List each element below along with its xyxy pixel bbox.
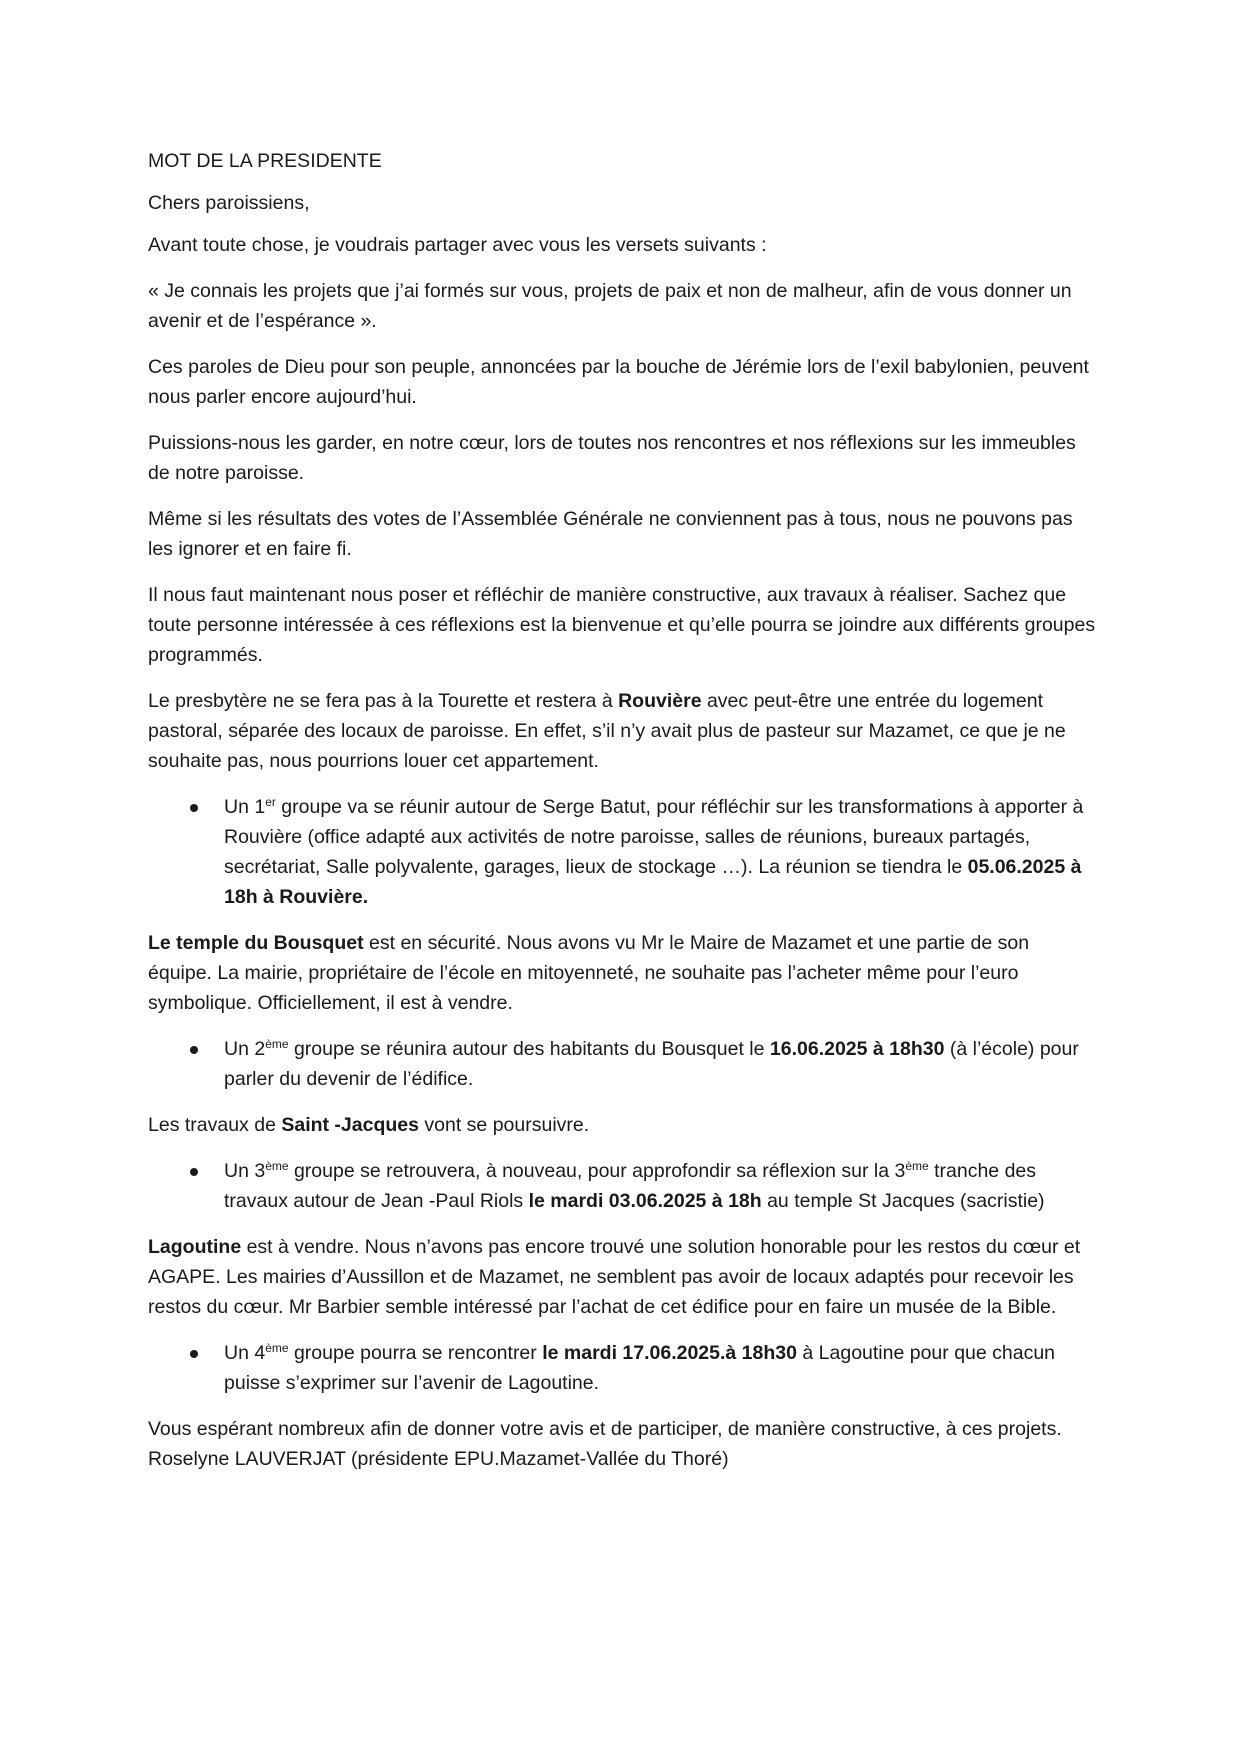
verse-quote: « Je connais les projets que j’ai formés sur vous, projets de paix et non de malheur, afin de vous donner un avenir et de l’espérance ».: [148, 280, 1072, 332]
greeting: Chers paroissiens,: [148, 192, 310, 214]
bullet2-bold: 16.06.2025 à 18h30: [769, 1038, 945, 1060]
bullet2-pre: Un 2: [224, 1038, 266, 1060]
bullet-list-4: [148, 1338, 1098, 1398]
document-page: [148, 146, 1098, 1490]
list-item: [148, 1338, 1098, 1398]
presbytere-bold: Rouvière: [618, 690, 702, 712]
bullet2-post: (à l’école) pour parler du devenir de l’édifice.: [224, 1038, 1079, 1090]
stjacques-bold: Saint -Jacques: [281, 1114, 419, 1136]
bousquet-bold: Le temple du Bousquet: [148, 932, 364, 954]
bullet3-sup2: ème: [905, 1159, 929, 1173]
bousquet-text: est en sécurité. Nous avons vu Mr le Maire de Mazamet et une partie de son équipe. La mairie, propriétaire de l’école en mitoyenneté, ne souhaite pas l’acheter même pour l’euro symbolique. Officiellement, il est à vendre.: [148, 932, 1030, 1014]
bullet3-post: au temple St Jacques (sacristie): [761, 1190, 1045, 1212]
bullet3-pre: Un 3: [224, 1160, 266, 1182]
bullet1-sup: er: [265, 795, 276, 809]
bullet-icon: [190, 1046, 198, 1054]
bullet-list-3: [148, 1156, 1098, 1216]
lagoutine-bold: Lagoutine: [148, 1236, 242, 1258]
bullet2-sup: ème: [265, 1037, 289, 1051]
bullet-list-2: [148, 1034, 1098, 1094]
bullet1-text: groupe va se réunir autour de Serge Batut, pour réfléchir sur les transformations à apporter à Rouvière (office adapté aux activités de notre paroisse, salles de réunions, bureaux partagés, secrétariat, Salle polyvalente, garages, lieux de stockage …). La réunion se tiendra le: [224, 796, 1084, 878]
bullet1-bold: 05.06.2025 à 18h à Rouvière.: [224, 856, 1082, 908]
intro-paragraph: Avant toute chose, je voudrais partager avec vous les versets suivants :: [148, 234, 767, 256]
paragraph-stjacques: [148, 1110, 1098, 1140]
bullet4-post: à Lagoutine pour que chacun puisse s’exprimer sur l’avenir de Lagoutine.: [224, 1342, 1056, 1394]
paragraph-lagoutine: [148, 1232, 1098, 1322]
paragraph-meme: Même si les résultats des votes de l’Assemblée Générale ne conviennent pas à tous, nous ne pouvons pas les ignorer et en faire fi.: [148, 508, 1073, 560]
bullet3-text2: tranche des travaux autour de Jean -Paul Riols: [224, 1160, 1037, 1212]
bullet-icon: [190, 1350, 198, 1358]
bullet3-text: groupe se retrouvera, à nouveau, pour approfondir sa réflexion sur la 3: [288, 1160, 906, 1182]
bullet2-text: groupe se réunira autour des habitants du Bousquet le: [288, 1038, 770, 1060]
bullet3-sup: ème: [265, 1159, 289, 1173]
list-item: [148, 792, 1098, 912]
list-item: [148, 1156, 1098, 1216]
bullet4-text: groupe pourra se rencontrer: [288, 1342, 543, 1364]
presbytere-text-2: avec peut-être une entrée du logement pastoral, séparée des locaux de paroisse. En effet, s’il n’y avait plus de pasteur sur Mazamet, ce que je ne souhaite pas, nous pourrions louer cet appartement.: [148, 690, 1066, 772]
paragraph-paroles: Ces paroles de Dieu pour son peuple, annoncées par la bouche de Jérémie lors de l’exil babylonien, peuvent nous parler encore aujourd’hui.: [148, 356, 1089, 408]
paragraph-il-faut: Il nous faut maintenant nous poser et réfléchir de manière constructive, aux travaux à réaliser. Sachez que toute personne intéressée à ces réflexions est la bienvenue et qu’elle pourra se joindre aux différents groupes programmés.: [148, 584, 1096, 666]
presbytere-text-1: Le presbytère ne se fera pas à la Tourette et restera à: [148, 690, 619, 712]
stjacques-post: vont se poursuivre.: [418, 1114, 590, 1136]
paragraph-bousquet: [148, 928, 1098, 1018]
closing-paragraph: Vous espérant nombreux afin de donner votre avis et de participer, de manière constructive, à ces projets. Roselyne LAUVERJAT (présidente EPU.Mazamet-Vallée du Thoré): [148, 1418, 1062, 1470]
lagoutine-text: est à vendre. Nous n’avons pas encore trouvé une solution honorable pour les restos du cœur et AGAPE. Les mairies d’Aussillon et de Mazamet, ne semblent pas avoir de locaux adaptés pour recevoir les restos du cœur. Mr Barbier semble intéressé par l’achat de cet édifice pour en faire un musée de la Bible.: [148, 1236, 1081, 1318]
bullet3-bold: le mardi 03.06.2025 à 18h: [528, 1190, 762, 1212]
stjacques-pre: Les travaux de: [148, 1114, 282, 1136]
bullet-list-1: [148, 792, 1098, 912]
bullet-icon: [190, 804, 198, 812]
paragraph-presbytere: [148, 686, 1098, 776]
paragraph-puissions: Puissions-nous les garder, en notre cœur, lors de toutes nos rencontres et nos réflexions sur les immeubles de notre paroisse.: [148, 432, 1076, 484]
bullet4-sup: ème: [265, 1341, 289, 1355]
bullet1-pre: Un 1: [224, 796, 266, 818]
list-item: [148, 1034, 1098, 1094]
bullet4-pre: Un 4: [224, 1342, 266, 1364]
document-title: MOT DE LA PRESIDENTE: [148, 150, 382, 172]
bullet-icon: [190, 1168, 198, 1176]
bullet4-bold: le mardi 17.06.2025.à 18h30: [542, 1342, 797, 1364]
